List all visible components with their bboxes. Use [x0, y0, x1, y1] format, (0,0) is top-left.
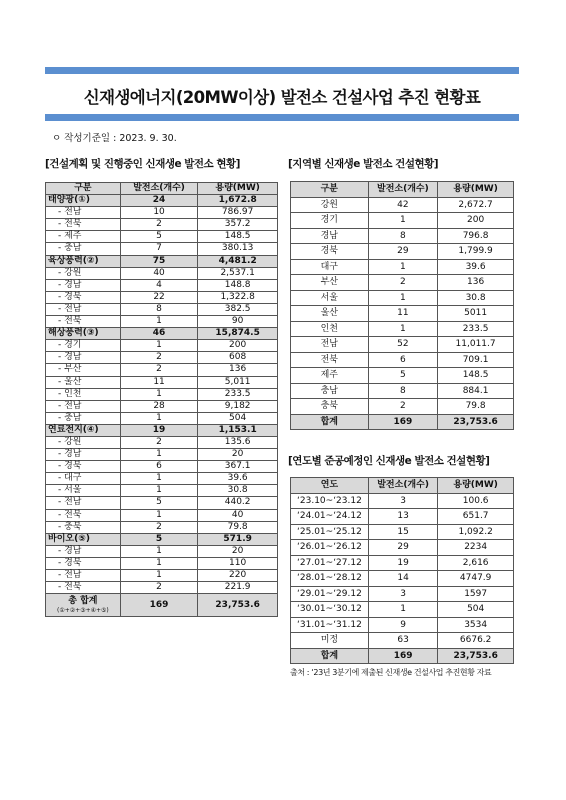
table-row: [46, 485, 278, 497]
table-row: [46, 497, 278, 509]
region-name: - 전북: [46, 219, 121, 231]
region-name: - 인천: [46, 388, 121, 400]
group-name: 해상풍력(③): [46, 328, 121, 340]
group-capacity: 571.9: [198, 533, 278, 545]
table-row: [291, 633, 514, 649]
capacity-value: 30.8: [198, 485, 278, 497]
plant-count: 2: [120, 352, 197, 364]
plant-count: 8: [120, 303, 197, 315]
source-note: 출처 : ‘23년 3분기에 제출된 신재생e 건설사업 추진현황 자료: [290, 668, 492, 677]
capacity-value: 440.2: [198, 497, 278, 509]
table-header-row: [46, 183, 278, 195]
plant-count: 63: [368, 633, 437, 649]
header-count: 발전소(개수): [120, 183, 197, 195]
region-name: 울산: [291, 306, 369, 322]
capacity-value: 136: [198, 364, 278, 376]
region-name: - 강원: [46, 436, 121, 448]
year-range: ‘23.10~‘23.12: [291, 493, 369, 509]
region-name: 경기: [291, 213, 369, 229]
year-range: ‘27.01~‘27.12: [291, 555, 369, 571]
plant-count: 2: [120, 582, 197, 594]
table-row: [291, 213, 514, 229]
plant-count: 1: [368, 290, 438, 306]
capacity-value: 221.9: [198, 582, 278, 594]
table-row: [291, 493, 514, 509]
plant-count: 1: [368, 213, 438, 229]
plant-count: 11: [120, 376, 197, 388]
plant-count: 1: [120, 545, 197, 557]
capacity-value: 40: [198, 509, 278, 521]
region-name: 경북: [291, 244, 369, 260]
table-row: [291, 509, 514, 525]
header-category: 구분: [291, 182, 369, 198]
group-count: 19: [120, 424, 197, 436]
table-row: [291, 321, 514, 337]
total-row: [291, 648, 514, 664]
table-row: [46, 376, 278, 388]
plant-count: 6: [368, 352, 438, 368]
total-label-cell: [46, 594, 121, 617]
region-name: 전북: [291, 352, 369, 368]
table-row: [46, 521, 278, 533]
table-row: [291, 586, 514, 602]
table-row: [291, 524, 514, 540]
group-count: 46: [120, 328, 197, 340]
plant-count: 3: [368, 493, 437, 509]
plant-count: 1: [120, 316, 197, 328]
table-row: [46, 267, 278, 279]
capacity-value: 380.13: [198, 243, 278, 255]
group-name: 육상풍력(②): [46, 255, 121, 267]
table-row: [46, 340, 278, 352]
capacity-value: 504: [198, 412, 278, 424]
plant-count: 2: [120, 521, 197, 533]
plant-count: 1: [120, 509, 197, 521]
group-capacity: 1,672.8: [198, 195, 278, 207]
region-name: 대구: [291, 259, 369, 275]
section2-title: [지역별 신재생e 발전소 건설현황]: [288, 158, 439, 170]
section1-title: [건설계획 및 진행중인 신재생e 발전소 현황]: [45, 158, 240, 170]
region-name: - 충남: [46, 243, 121, 255]
table-row: [46, 570, 278, 582]
capacity-value: 100.6: [438, 493, 514, 509]
region-name: - 전북: [46, 582, 121, 594]
capacity-value: 110: [198, 557, 278, 569]
capacity-value: 1,322.8: [198, 291, 278, 303]
plant-count: 10: [120, 207, 197, 219]
region-name: - 전남: [46, 303, 121, 315]
plant-count: 1: [120, 412, 197, 424]
capacity-value: 1,799.9: [438, 244, 514, 260]
plant-count: 29: [368, 244, 438, 260]
capacity-value: 1,092.2: [438, 524, 514, 540]
plant-count: 29: [368, 540, 437, 556]
total-count: 169: [368, 648, 437, 664]
table-row: [46, 303, 278, 315]
region-name: - 경북: [46, 461, 121, 473]
table-row: [46, 509, 278, 521]
plant-count: 19: [368, 555, 437, 571]
table-row: [46, 557, 278, 569]
table-row: [46, 364, 278, 376]
table-row: [291, 571, 514, 587]
year-range: ‘30.01~‘30.12: [291, 602, 369, 618]
table-row: [46, 291, 278, 303]
total-count: 169: [120, 594, 197, 617]
year-table: [290, 477, 514, 664]
table-row: [46, 412, 278, 424]
region-name: - 전북: [46, 509, 121, 521]
capacity-value: 1597: [438, 586, 514, 602]
region-name: - 울산: [46, 376, 121, 388]
table-row: [46, 582, 278, 594]
region-name: 충북: [291, 399, 369, 415]
region-name: - 충북: [46, 521, 121, 533]
region-name: - 전남: [46, 400, 121, 412]
capacity-value: 5,011: [198, 376, 278, 388]
group-row: [46, 255, 278, 267]
region-name: - 강원: [46, 267, 121, 279]
plant-count: 14: [368, 571, 437, 587]
table-row: [291, 337, 514, 353]
header-capacity: 용량(MW): [198, 183, 278, 195]
plant-count: 22: [120, 291, 197, 303]
capacity-value: 233.5: [198, 388, 278, 400]
title-bottom-bar: [45, 114, 519, 121]
region-name: 강원: [291, 197, 369, 213]
year-range: ‘28.01~‘28.12: [291, 571, 369, 587]
basis-date: ㅇ 작성기준일 : 2023. 9. 30.: [52, 133, 177, 144]
table-row: [46, 219, 278, 231]
total-sublabel: (①+②+③+④+⑤): [57, 607, 109, 615]
header-capacity: 용량(MW): [438, 478, 514, 494]
header-category: 구분: [46, 183, 121, 195]
capacity-value: 200: [438, 213, 514, 229]
group-name: 바이오(⑤): [46, 533, 121, 545]
capacity-value: 709.1: [438, 352, 514, 368]
table-row: [291, 368, 514, 384]
plant-count: 1: [120, 557, 197, 569]
total-capacity: 23,753.6: [198, 594, 278, 617]
capacity-value: 30.8: [438, 290, 514, 306]
capacity-value: 148.8: [198, 279, 278, 291]
table-row: [291, 228, 514, 244]
table-row: [46, 436, 278, 448]
table-row: [291, 383, 514, 399]
table-row: [46, 316, 278, 328]
header-count: 발전소(개수): [368, 182, 438, 198]
capacity-value: 200: [198, 340, 278, 352]
plant-count: 1: [120, 485, 197, 497]
region-name: 서울: [291, 290, 369, 306]
region-name: - 부산: [46, 364, 121, 376]
region-name: - 전북: [46, 316, 121, 328]
region-name: - 충남: [46, 412, 121, 424]
table-row: [291, 399, 514, 415]
plant-count: 42: [368, 197, 438, 213]
capacity-value: 148.5: [198, 231, 278, 243]
capacity-value: 9,182: [198, 400, 278, 412]
header-count: 발전소(개수): [368, 478, 437, 494]
plant-count: 1: [368, 602, 437, 618]
table-header-row: [291, 182, 514, 198]
table-row: [46, 545, 278, 557]
page-title: 신재생에너지(20MW이상) 발전소 건설사업 추진 현황표: [83, 88, 481, 107]
plant-count: 5: [120, 231, 197, 243]
total-capacity: 23,753.6: [438, 648, 514, 664]
table-row: [291, 275, 514, 291]
region-name: - 경기: [46, 340, 121, 352]
group-count: 5: [120, 533, 197, 545]
table-row: [291, 259, 514, 275]
capacity-value: 20: [198, 449, 278, 461]
total-label: 합계: [291, 648, 369, 664]
table-row: [291, 306, 514, 322]
table-row: [46, 400, 278, 412]
capacity-value: 2,616: [438, 555, 514, 571]
title-top-bar: [45, 67, 519, 74]
plant-count: 8: [368, 383, 438, 399]
plant-count: 52: [368, 337, 438, 353]
table-row: [46, 279, 278, 291]
capacity-value: 233.5: [438, 321, 514, 337]
region-name: 부산: [291, 275, 369, 291]
region-name: 충남: [291, 383, 369, 399]
region-name: - 경남: [46, 352, 121, 364]
region-name: - 서울: [46, 485, 121, 497]
plant-count: 5: [368, 368, 438, 384]
plant-count: 28: [120, 400, 197, 412]
table-row: [46, 461, 278, 473]
capacity-value: 20: [198, 545, 278, 557]
capacity-value: 135.6: [198, 436, 278, 448]
total-label: 합계: [291, 414, 369, 430]
capacity-value: 136: [438, 275, 514, 291]
total-label: 총 합계: [68, 596, 98, 607]
table-row: [291, 352, 514, 368]
region-name: - 전남: [46, 207, 121, 219]
capacity-value: 39.6: [198, 473, 278, 485]
group-name: 연료전지(④): [46, 424, 121, 436]
capacity-value: 220: [198, 570, 278, 582]
region-name: - 경남: [46, 279, 121, 291]
table-row: [291, 555, 514, 571]
group-count: 24: [120, 195, 197, 207]
plant-count: 1: [120, 570, 197, 582]
year-range: ‘29.01~‘29.12: [291, 586, 369, 602]
group-capacity: 15,874.5: [198, 328, 278, 340]
region-name: - 경북: [46, 291, 121, 303]
capacity-value: 367.1: [198, 461, 278, 473]
table-row: [46, 388, 278, 400]
capacity-value: 2,672.7: [438, 197, 514, 213]
year-range: ‘25.01~‘25.12: [291, 524, 369, 540]
region-name: - 전남: [46, 570, 121, 582]
capacity-value: 90: [198, 316, 278, 328]
plant-count: 4: [120, 279, 197, 291]
plant-count: 11: [368, 306, 438, 322]
table-row: [291, 602, 514, 618]
region-name: 제주: [291, 368, 369, 384]
plant-count: 1: [120, 473, 197, 485]
region-name: - 경북: [46, 557, 121, 569]
table-row: [291, 244, 514, 260]
capacity-value: 11,011.7: [438, 337, 514, 353]
table-row: [46, 473, 278, 485]
plant-count: 2: [120, 436, 197, 448]
region-name: - 대구: [46, 473, 121, 485]
capacity-value: 608: [198, 352, 278, 364]
plant-count: 13: [368, 509, 437, 525]
plant-count: 6: [120, 461, 197, 473]
capacity-value: 504: [438, 602, 514, 618]
capacity-value: 357.2: [198, 219, 278, 231]
table-row: [291, 540, 514, 556]
plant-count: 1: [368, 321, 438, 337]
total-row: [46, 594, 278, 617]
plant-count: 5: [120, 497, 197, 509]
capacity-value: 6676.2: [438, 633, 514, 649]
table-row: [46, 231, 278, 243]
region-name: 전남: [291, 337, 369, 353]
group-row: [46, 328, 278, 340]
plant-count: 9: [368, 617, 437, 633]
region-table: [290, 181, 514, 430]
capacity-value: 2234: [438, 540, 514, 556]
table-row: [46, 243, 278, 255]
table-row: [291, 617, 514, 633]
header-capacity: 용량(MW): [438, 182, 514, 198]
plan-status-body: [46, 195, 278, 617]
total-count: 169: [368, 414, 438, 430]
table-row: [46, 207, 278, 219]
table-row: [291, 290, 514, 306]
region-body: [291, 197, 514, 430]
group-row: [46, 533, 278, 545]
plant-count: 2: [120, 219, 197, 231]
region-name: - 경남: [46, 449, 121, 461]
plant-count: 7: [120, 243, 197, 255]
capacity-value: 79.8: [438, 399, 514, 415]
year-range: ‘24.01~‘24.12: [291, 509, 369, 525]
table-row: [46, 449, 278, 461]
capacity-value: 3534: [438, 617, 514, 633]
group-count: 75: [120, 255, 197, 267]
capacity-value: 884.1: [438, 383, 514, 399]
group-name: 태양광(①): [46, 195, 121, 207]
capacity-value: 2,537.1: [198, 267, 278, 279]
year-body: [291, 493, 514, 664]
region-name: 인천: [291, 321, 369, 337]
group-row: [46, 424, 278, 436]
plan-status-table: [45, 182, 278, 617]
group-capacity: 4,481.2: [198, 255, 278, 267]
year-range: ‘26.01~‘26.12: [291, 540, 369, 556]
plant-count: 1: [368, 259, 438, 275]
capacity-value: 786.97: [198, 207, 278, 219]
capacity-value: 39.6: [438, 259, 514, 275]
group-row: [46, 195, 278, 207]
capacity-value: 796.8: [438, 228, 514, 244]
table-row: [46, 352, 278, 364]
year-range: 미정: [291, 633, 369, 649]
year-range: ‘31.01~‘31.12: [291, 617, 369, 633]
region-name: - 경남: [46, 545, 121, 557]
capacity-value: 148.5: [438, 368, 514, 384]
plant-count: 2: [120, 364, 197, 376]
group-capacity: 1,153.1: [198, 424, 278, 436]
plant-count: 8: [368, 228, 438, 244]
capacity-value: 382.5: [198, 303, 278, 315]
plant-count: 40: [120, 267, 197, 279]
total-capacity: 23,753.6: [438, 414, 514, 430]
total-row: [291, 414, 514, 430]
section3-title: [연도별 준공예정인 신재생e 발전소 건설현황]: [288, 455, 490, 467]
plant-count: 2: [368, 399, 438, 415]
region-name: 경남: [291, 228, 369, 244]
capacity-value: 5011: [438, 306, 514, 322]
region-name: - 전남: [46, 497, 121, 509]
table-header-row: [291, 478, 514, 494]
region-name: - 제주: [46, 231, 121, 243]
capacity-value: 79.8: [198, 521, 278, 533]
header-year: 연도: [291, 478, 369, 494]
plant-count: 15: [368, 524, 437, 540]
plant-count: 3: [368, 586, 437, 602]
table-row: [291, 197, 514, 213]
capacity-value: 4747.9: [438, 571, 514, 587]
plant-count: 2: [368, 275, 438, 291]
plant-count: 1: [120, 388, 197, 400]
plant-count: 1: [120, 449, 197, 461]
capacity-value: 651.7: [438, 509, 514, 525]
plant-count: 1: [120, 340, 197, 352]
